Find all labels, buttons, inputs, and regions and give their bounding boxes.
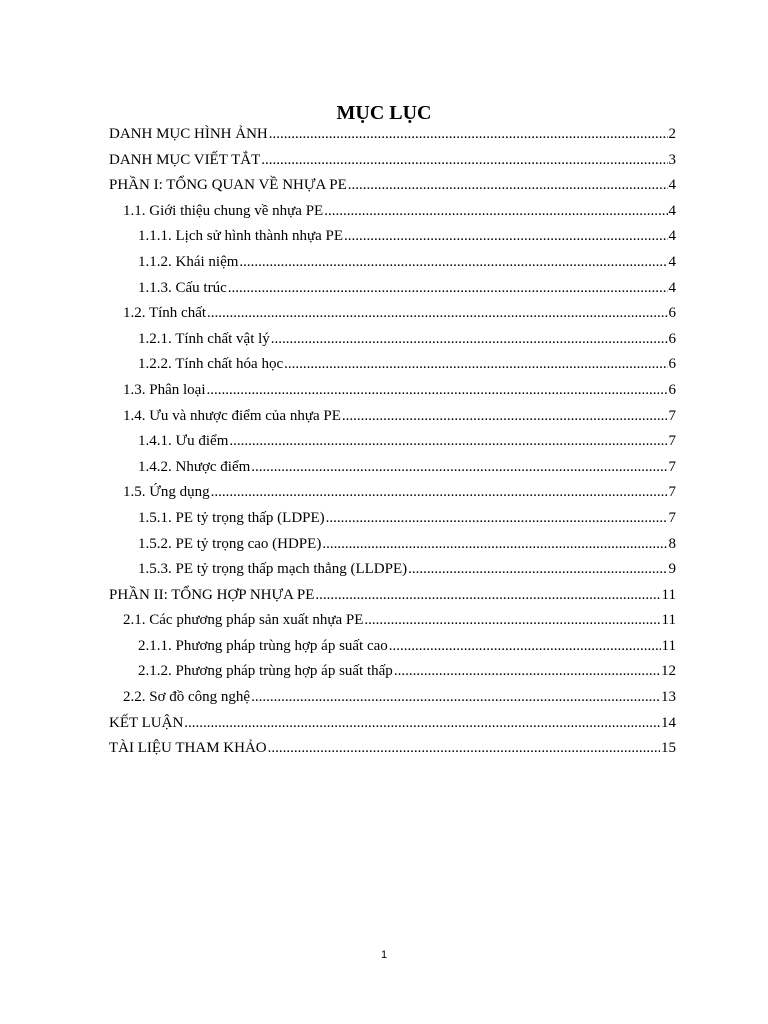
toc-entry[interactable]	[109, 276, 676, 302]
toc-entry-page: 7	[668, 407, 676, 424]
toc-entry-text: 1.2.1. Tính chất vật lý	[138, 330, 270, 347]
toc-entry[interactable]	[109, 352, 676, 378]
toc-entry[interactable]	[109, 301, 676, 327]
toc-entry-page: 6	[668, 356, 676, 373]
dot-leader	[269, 122, 668, 148]
dot-leader	[261, 148, 667, 174]
dot-leader	[394, 659, 660, 685]
dot-leader	[271, 327, 668, 353]
toc-entry[interactable]	[109, 711, 676, 737]
toc-entry-page: 6	[668, 381, 676, 398]
dot-leader	[228, 276, 668, 302]
toc-entry[interactable]	[109, 608, 676, 634]
toc-entry-text: 1.4. Ưu và nhược điểm của nhựa PE	[123, 407, 341, 424]
toc-entry[interactable]	[109, 736, 676, 762]
toc-entry-page: 4	[668, 202, 676, 219]
toc-entry-text: TÀI LIỆU THAM KHẢO	[109, 740, 267, 757]
toc-entry[interactable]	[109, 557, 676, 583]
toc-entry[interactable]	[109, 250, 676, 276]
toc-entry-page: 4	[668, 228, 676, 245]
dot-leader	[408, 557, 667, 583]
toc-entry-text: 1.4.1. Ưu điểm	[138, 433, 229, 450]
toc-entry[interactable]	[109, 224, 676, 250]
toc-entry-text: PHẦN I: TỔNG QUAN VỀ NHỰA PE	[109, 177, 347, 194]
dot-leader	[284, 352, 667, 378]
dot-leader	[315, 583, 660, 609]
toc-entry[interactable]	[109, 583, 676, 609]
toc-entry-text: 1.4.2. Nhược điểm	[138, 458, 251, 475]
page-number: 1	[380, 949, 388, 961]
toc-entry-text: 1.1.2. Khái niệm	[138, 253, 239, 270]
dot-leader	[344, 224, 668, 250]
toc-entry-page: 11	[661, 637, 676, 654]
dot-leader	[364, 608, 660, 634]
toc-entry-text: 2.2. Sơ đồ công nghệ	[123, 689, 251, 706]
toc-entry[interactable]	[109, 148, 676, 174]
toc-entry-page: 6	[668, 305, 676, 322]
toc-entry-text: 1.5.3. PE tỷ trọng thấp mạch thẳng (LLDPE)	[138, 561, 408, 578]
dot-leader	[348, 173, 668, 199]
toc-entry-text: 1.3. Phân loại	[123, 381, 206, 398]
toc-entry[interactable]	[109, 404, 676, 430]
toc-entry-text: 1.2. Tính chất	[123, 305, 207, 322]
toc-entry-text: 1.5.1. PE tỷ trọng thấp (LDPE)	[138, 509, 325, 526]
dot-leader	[211, 480, 668, 506]
toc-entry-page: 4	[668, 177, 676, 194]
dot-leader	[389, 634, 661, 660]
dot-leader	[342, 404, 668, 430]
toc-entry-text: 2.1.1. Phương pháp trùng hợp áp suất cao	[138, 637, 388, 654]
toc-entry-page: 7	[668, 458, 676, 475]
toc-entry[interactable]	[109, 327, 676, 353]
toc-entry-text: 1.1.1. Lịch sử hình thành nhựa PE	[138, 228, 343, 245]
dot-leader	[207, 301, 667, 327]
toc-entry[interactable]	[109, 480, 676, 506]
toc-entry-page: 7	[668, 509, 676, 526]
toc-entry[interactable]	[109, 685, 676, 711]
toc-entry-page: 7	[668, 484, 676, 501]
table-of-contents	[109, 122, 676, 762]
dot-leader	[239, 250, 667, 276]
dot-leader	[324, 199, 667, 225]
toc-entry-text: PHẦN II: TỔNG HỢP NHỰA PE	[109, 586, 315, 603]
toc-entry-text: 1.1.3. Cấu trúc	[138, 279, 227, 296]
toc-entry-text: 1.1. Giới thiệu chung về nhựa PE	[123, 202, 324, 219]
toc-entry-page: 7	[668, 433, 676, 450]
toc-entry-page: 13	[661, 689, 676, 706]
toc-entry-page: 4	[668, 253, 676, 270]
toc-entry-page: 14	[661, 714, 676, 731]
dot-leader	[207, 378, 668, 404]
toc-entry[interactable]	[109, 532, 676, 558]
toc-entry-page: 12	[661, 663, 676, 680]
toc-entry-text: KẾT LUẬN	[109, 714, 184, 731]
toc-entry[interactable]	[109, 378, 676, 404]
toc-entry-text: DANH MỤC VIẾT TẮT	[109, 151, 261, 168]
toc-entry[interactable]	[109, 659, 676, 685]
toc-entry-page: 11	[661, 586, 676, 603]
toc-entry-page: 2	[668, 126, 676, 142]
toc-entry-text: DANH MỤC HÌNH ẢNH	[109, 126, 268, 142]
toc-entry-text: 1.5.2. PE tỷ trọng cao (HDPE)	[138, 535, 322, 552]
toc-entry-page: 15	[661, 740, 676, 757]
dot-leader	[268, 736, 660, 762]
toc-entry[interactable]	[109, 455, 676, 481]
toc-entry-text: 2.1. Các phương pháp sản xuất nhựa PE	[123, 612, 364, 629]
toc-entry[interactable]	[109, 122, 676, 148]
toc-entry-page: 8	[668, 535, 676, 552]
toc-entry[interactable]	[109, 506, 676, 532]
toc-entry-page: 9	[668, 561, 676, 578]
toc-entry-text: 1.5. Ứng dụng	[123, 484, 210, 501]
dot-leader	[251, 685, 660, 711]
toc-entry[interactable]	[109, 429, 676, 455]
dot-leader	[229, 429, 667, 455]
dot-leader	[322, 532, 667, 558]
dot-leader	[326, 506, 668, 532]
toc-entry[interactable]	[109, 634, 676, 660]
toc-entry-text: 1.2.2. Tính chất hóa học	[138, 356, 284, 373]
toc-title: MỤC LỤC	[336, 102, 432, 124]
toc-entry[interactable]	[109, 199, 676, 225]
toc-entry-page: 6	[668, 330, 676, 347]
toc-entry-page: 11	[661, 612, 676, 629]
toc-entry-page: 3	[668, 151, 676, 168]
dot-leader	[184, 711, 660, 737]
toc-entry-page: 4	[668, 279, 676, 296]
toc-entry[interactable]	[109, 173, 676, 199]
toc-entry-text: 2.1.2. Phương pháp trùng hợp áp suất thấp	[138, 663, 393, 680]
dot-leader	[251, 455, 667, 481]
